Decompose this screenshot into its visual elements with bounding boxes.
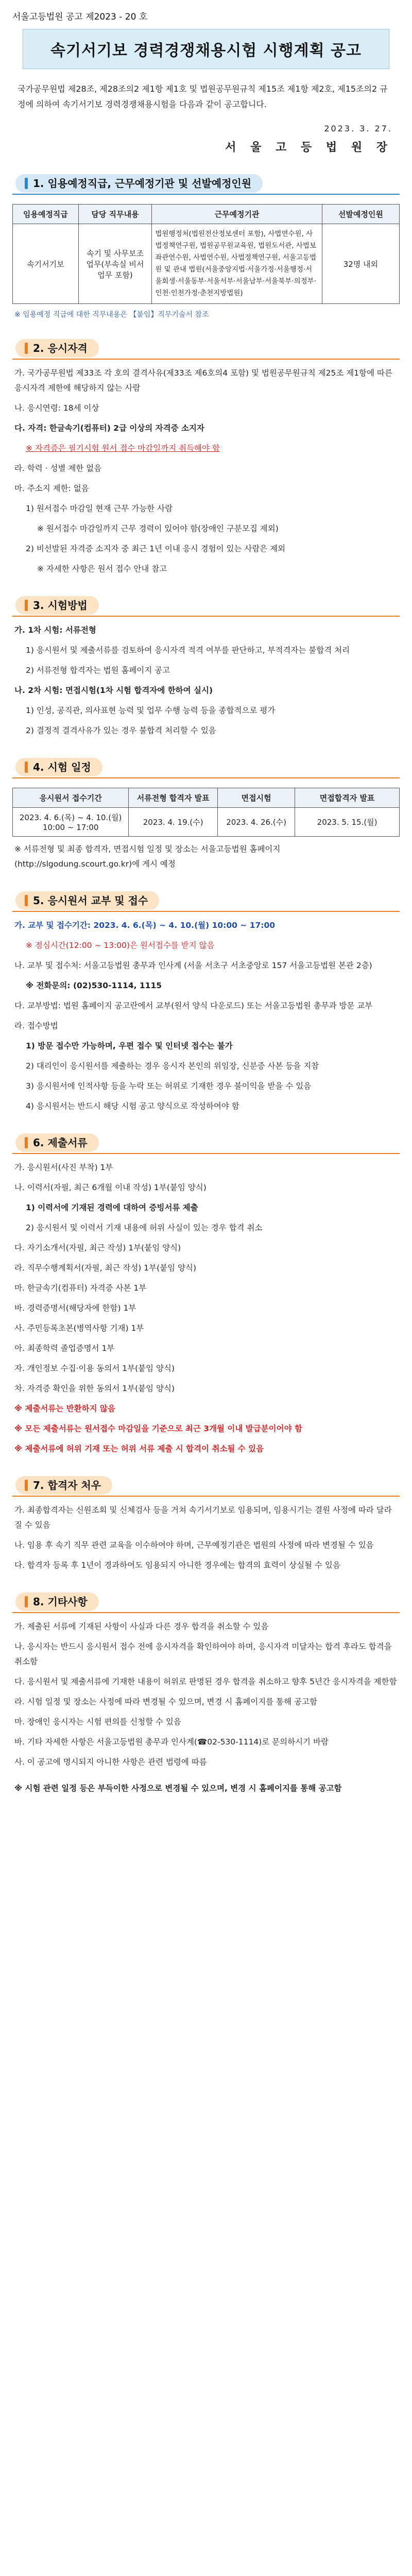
notice-date: 2023. 3. 27. [324, 124, 392, 133]
col-duty: 담당 직무내용 [78, 205, 152, 224]
table-row [13, 808, 400, 837]
cell-interview: 2023. 4. 26.(수) [218, 808, 295, 837]
section-marker-icon [25, 895, 28, 906]
list-item: 1) 원서접수 마감일 현재 근무 가능한 사람 [26, 504, 173, 513]
list-item: 4) 응시원서는 반드시 해당 시험 공고 양식으로 작성하여야 함 [26, 1101, 239, 1111]
list-item: 사. 이 공고에 명시되지 아니한 사항은 관련 법령에 따름 [14, 1757, 207, 1767]
section-1-note: ※ 임용예정 직급에 대한 직무내용은 【붙임】직무기술서 참조 [14, 311, 209, 319]
list-item: ※ 자격증은 필기시험 원서 접수 마감일까지 취득해야 함 [26, 444, 220, 453]
list-item: 가. 국가공무원법 제33조 각 호의 결격사유(제33조 제6호의4 포함) 및 법원공무원규칙 제25조 제1항에 따른 응시자격 제한에 해당하지 않는 사람 [14, 368, 392, 393]
list-item: 바. 기타 자세한 사항은 서울고등법원 총무과 인사계(☎02-530-1114)로 문의하시기 바람 [14, 1737, 329, 1747]
list-item: 1) 이력서에 기재된 경력에 대하여 증빙서류 제출 [26, 1203, 198, 1212]
list-item: 1) 방문 접수만 가능하며, 우편 접수 및 인터넷 접수는 불가 [26, 1041, 233, 1050]
schedule-table [12, 788, 400, 837]
list-item: ※ 원서접수 마감일까지 근무 경력이 있어야 함(장애인 구분모집 제외) [37, 524, 279, 533]
cell-apply: 2023. 4. 6.(목) ~ 4. 10.(월) 10:00 ~ 17:00 [13, 808, 129, 837]
col-doc-result: 서류전형 합격자 발표 [129, 788, 218, 808]
list-item: 라. 직무수행계획서(자필, 최근 작성) 1부(붙임 양식) [14, 1263, 197, 1273]
list-item: 3) 응시원서에 인적사항 등을 누락 또는 허위로 기재한 경우 불이익을 받을 수 있음 [26, 1081, 312, 1091]
list-item: 나. 응시자는 반드시 응시원서 접수 전에 응시자격을 확인하여야 하며, 응시자격 미달자는 합격 후라도 합격을 취소함 [14, 1642, 392, 1666]
section-marker-icon [25, 178, 28, 189]
cell-count: 32명 내외 [322, 224, 399, 304]
section-marker-icon [25, 343, 28, 354]
list-item: 마. 한글속기(컴퓨터) 자격증 사본 1부 [14, 1283, 147, 1293]
col-interview: 면접시험 [218, 788, 295, 808]
cell-doc-result: 2023. 4. 19.(수) [129, 808, 218, 837]
section-3-heading: 3. 시험방법 [12, 594, 400, 618]
cell-final: 2023. 5. 15.(월) [295, 808, 400, 837]
section-4-heading: 4. 시험 일정 [12, 756, 400, 779]
list-item: 2) 비선발된 자격증 소지자 중 최근 1년 이내 응시 경험이 있는 사람은 제외 [26, 544, 286, 553]
section-2-heading: 2. 응시자격 [12, 337, 400, 361]
list-item: 가. 1차 시험: 서류전형 [14, 625, 96, 635]
list-item: 가. 최종합격자는 신원조회 및 신체검사 등을 거쳐 속기서기보로 임용되며, 임용시기는 결원 사정에 따라 달라질 수 있음 [14, 1505, 392, 1530]
list-item: ※ 모든 제출서류는 원서접수 마감일을 기준으로 최근 3개월 이내 발급분이어야 함 [14, 1424, 302, 1433]
closing-note: ※ 시험 관련 일정 등은 부득이한 사정으로 변경될 수 있으며, 변경 시 홈페이지를 통해 공고함 [14, 1784, 342, 1793]
table-row [13, 224, 400, 304]
col-grade: 임용예정직급 [13, 205, 79, 224]
list-item: 다. 응시원서 및 제출서류에 기재한 내용이 허위로 판명된 경우 합격을 취소하고 향후 5년간 응시자격을 제한함 [14, 1677, 397, 1686]
col-final: 면접합격자 발표 [295, 788, 400, 808]
recruit-table [12, 204, 400, 304]
list-item: 나. 교부 및 접수처: 서울고등법원 총무과 인사계 (서울 서초구 서초중앙로 157 서울고등법원 본관 2층) [14, 961, 372, 970]
list-item: ※ 전화문의: (02)530-1114, 1115 [26, 981, 162, 990]
list-item: 다. 교부방법: 법원 홈페이지 공고란에서 교부(원서 양식 다운로드) 또는 서울고등법원 총무과 방문 교부 [14, 1001, 373, 1010]
list-item: ※ 제출서류는 반환하지 않음 [14, 1404, 115, 1413]
list-item: 마. 장애인 응시자는 시험 편의를 신청할 수 있음 [14, 1717, 181, 1726]
list-item: 사. 주민등록초본(병역사항 기재) 1부 [14, 1324, 144, 1333]
col-count: 선발예정인원 [322, 205, 399, 224]
list-item: 2) 서류전형 합격자는 법원 홈페이지 공고 [26, 666, 170, 675]
list-item: 마. 주소지 제한: 없음 [14, 484, 89, 493]
section-1-heading: 1. 임용예정직급, 근무예정기관 및 선발예정인원 [12, 172, 400, 196]
list-item: ※ 제출서류에 허위 기재 또는 허위 서류 제출 시 합격이 취소될 수 있음 [14, 1444, 264, 1453]
cell-duty: 속기 및 사무보조 업무(부속실 비서 업무 포함) [78, 224, 152, 304]
section-marker-icon [25, 1596, 28, 1607]
list-item: ※ 자세한 사항은 원서 접수 안내 참고 [37, 564, 167, 573]
list-item: ※ 점심시간(12:00 ~ 13:00)은 원서접수를 받지 않음 [26, 941, 215, 950]
section-marker-icon [25, 600, 28, 611]
issuing-org: 서 울 고 등 법 원 장 [225, 141, 392, 154]
section-8-heading: 8. 기타사항 [12, 1590, 400, 1614]
section-6-heading: 6. 제출서류 [12, 1131, 400, 1155]
list-item: 1) 응시원서 및 제출서류를 검토하여 응시자격 적격 여부를 판단하고, 부적격자는 불합격 처리 [26, 646, 350, 655]
list-item: 2) 대리인이 응시원서를 제출하는 경우 응시자 본인의 위임장, 신분증 사본 등을 지참 [26, 1061, 319, 1071]
section-marker-icon [25, 1137, 28, 1148]
list-item: 가. 교부 및 접수기간: 2023. 4. 6.(목) ~ 4. 10.(월) 10:00 ~ 17:00 [14, 921, 276, 930]
list-item: 라. 학력 · 성별 제한 없음 [14, 464, 102, 473]
list-item: 나. 임용 후 속기 직무 관련 교육을 이수하여야 하며, 근무예정기관은 법원의 사정에 따라 변경될 수 있음 [14, 1540, 374, 1550]
list-item: 바. 경력증명서(해당자에 한함) 1부 [14, 1303, 136, 1313]
cell-agency: 법원행정처(법원전산정보센터 포함), 사법연수원, 사법정책연구원, 법원공무원교육원, 법원도서관, 사법보좌관연수원, 사법연수원, 사법정책연구원, 서울고등법원 및 관내 법원(서울중앙지법·서울가정·서울행정·서울회생·서울동부·서울서부·서울남부·서울북부·의정부·인천·인천가정·춘천지방법원) [152, 224, 322, 304]
page-title: 속기서기보 경력경쟁채용시험 시행계획 공고 [23, 29, 389, 69]
list-item: 1) 인성, 공직관, 의사표현 능력 및 업무 수행 능력 등을 종합적으로 평가 [26, 706, 276, 715]
intro-text: 국가공무원법 제28조, 제28조의2 제1항 제1호 및 법원공무원규칙 제15조 제1항 제2호, 제15조의2 규정에 의하여 속기서기보 경력경쟁채용시험을 다음과 같이 공고합니다. [18, 84, 388, 109]
list-item: 나. 응시연령: 18세 이상 [14, 403, 99, 413]
list-item: 라. 시험 일정 및 장소는 사정에 따라 변경될 수 있으며, 변경 시 홈페이지를 통해 공고함 [14, 1697, 317, 1706]
list-item: 아. 최종학력 졸업증명서 1부 [14, 1344, 115, 1353]
section-marker-icon [25, 761, 28, 773]
list-item: 다. 합격자 등록 후 1년이 경과하여도 임용되지 아니한 경우에는 합격의 효력이 상실될 수 있음 [14, 1561, 340, 1570]
list-item: 라. 접수방법 [14, 1021, 58, 1030]
col-apply: 응시원서 접수기간 [13, 788, 129, 808]
notice-number: 서울고등법원 공고 제2023 - 20 호 [12, 12, 148, 22]
section-7-heading: 7. 합격자 처우 [12, 1474, 400, 1498]
list-item: 다. 자기소개서(자필, 최근 작성) 1부(붙임 양식) [14, 1243, 181, 1252]
list-item: 가. 제출된 서류에 기재된 사항이 사실과 다른 경우 합격을 취소할 수 있음 [14, 1622, 269, 1631]
list-item: 자. 개인정보 수집·이용 동의서 1부(붙임 양식) [14, 1364, 175, 1373]
list-item: 다. 자격: 한글속기(컴퓨터) 2급 이상의 자격증 소지자 [14, 423, 204, 433]
list-item: 나. 이력서(자필, 최근 6개월 이내 작성) 1부(붙임 양식) [14, 1183, 207, 1192]
list-item: 나. 2차 시험: 면접시험(1차 시험 합격자에 한하여 실시) [14, 686, 213, 695]
section-4-note: ※ 서류전형 및 최종 합격자, 면접시험 일정 및 장소는 서울고등법원 홈페이지(http://slgodung.scourt.go.kr)에 게시 예정 [14, 844, 281, 869]
section-5-heading: 5. 응시원서 교부 및 접수 [12, 889, 400, 913]
col-agency: 근무예정기관 [152, 205, 322, 224]
list-item: 차. 자격증 확인을 위한 동의서 1부(붙임 양식) [14, 1384, 175, 1393]
cell-grade: 속기서기보 [13, 224, 79, 304]
section-marker-icon [25, 1480, 28, 1491]
list-item: 가. 응시원서(사진 부착) 1부 [14, 1163, 113, 1172]
list-item: 2) 결정적 결격사유가 있는 경우 불합격 처리할 수 있음 [26, 726, 216, 735]
list-item: 2) 응시원서 및 이력서 기재 내용에 허위 사실이 있는 경우 합격 취소 [26, 1223, 263, 1232]
